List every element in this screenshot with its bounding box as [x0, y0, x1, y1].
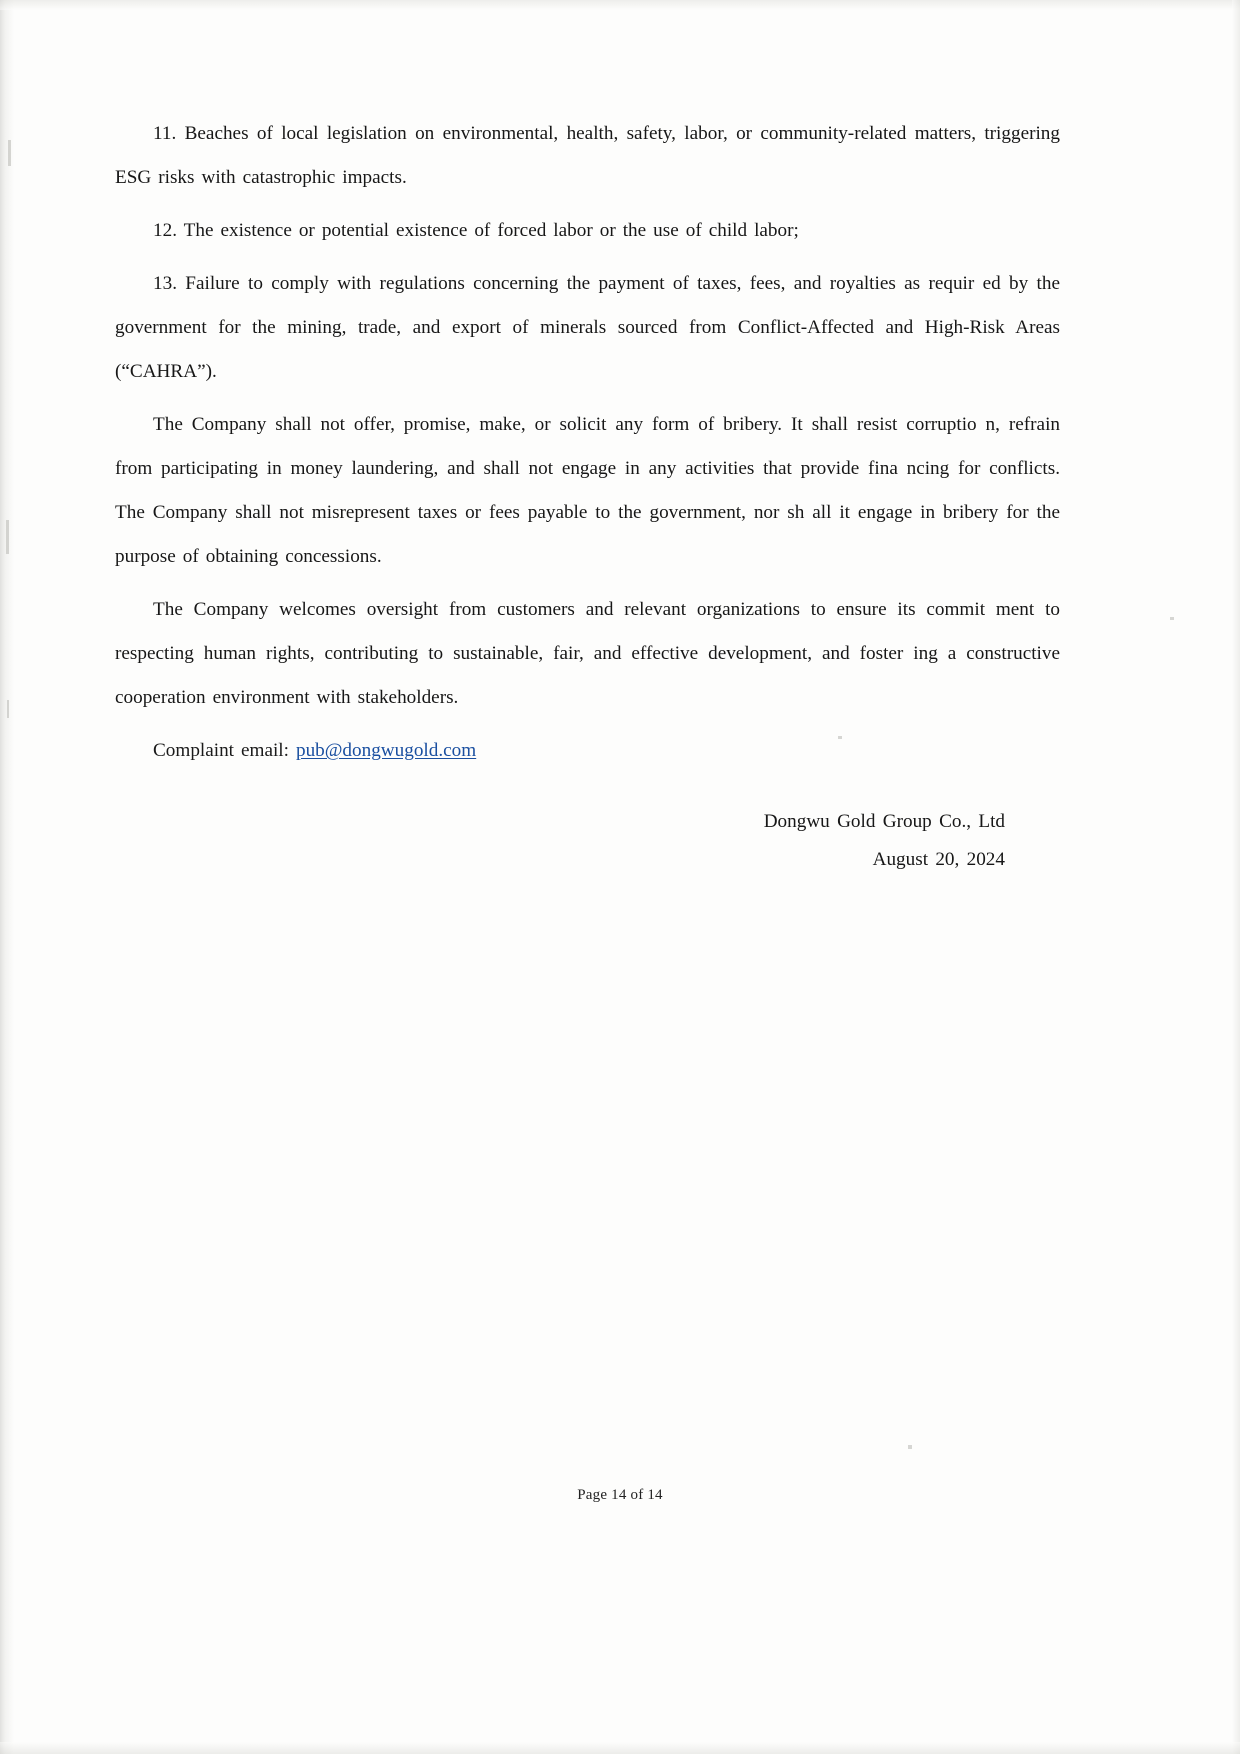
signature-block: [115, 803, 1060, 879]
scan-speck: [908, 1445, 912, 1449]
paragraph-oversight-statement: The Company welcomes oversight from customers and relevant organizations to ensure its commit ment to respecting human rights, contributing to sustainable, fair, and effective development, and foster ing a constructive cooperation environment with stakeholders.: [115, 599, 1060, 708]
paragraph-item-12: 12. The existence or potential existence of forced labor or the use of child labor;: [153, 220, 799, 241]
scan-speck: [7, 700, 9, 718]
paragraph-bribery-statement: The Company shall not offer, promise, make, or solicit any form of bribery. It shall resist corruptio n, refrain from participating in money laundering, and shall not engage in any activities that provide fina ncing for conflicts. The Company shall not misrepresent taxes or fees payable to the government, nor sh all it engage in bribery for the purpose of obtaining concessions.: [115, 414, 1060, 567]
signature-company: Dongwu Gold Group Co., Ltd: [763, 811, 1005, 832]
complaint-email-line: [115, 729, 1060, 773]
paragraph-item-13: 13. Failure to comply with regulations concerning the payment of taxes, fees, and royalties as requir ed by the government for the mining, trade, and export of minerals sourced from Conflict-Affected and High-Risk Areas (“CAHRA”).: [115, 273, 1060, 382]
signature-date: August 20, 2024: [872, 849, 1005, 870]
page-footer: Page 14 of 14: [577, 1487, 663, 1503]
paragraph-item-11: 11. Beaches of local legislation on environmental, health, safety, labor, or community-related matters, triggering ESG risks with catastrophic impacts.: [115, 123, 1060, 188]
page-edge-shadow-top: [0, 0, 1240, 10]
complaint-email-label: Complaint email:: [153, 740, 289, 761]
complaint-email-link[interactable]: pub@dongwugold.com: [295, 740, 477, 761]
document-body: [115, 112, 1060, 879]
scan-speck: [6, 520, 9, 554]
page-edge-shadow-bottom: [0, 1742, 1240, 1754]
scan-speck: [1170, 617, 1174, 620]
scan-speck: [8, 140, 11, 166]
